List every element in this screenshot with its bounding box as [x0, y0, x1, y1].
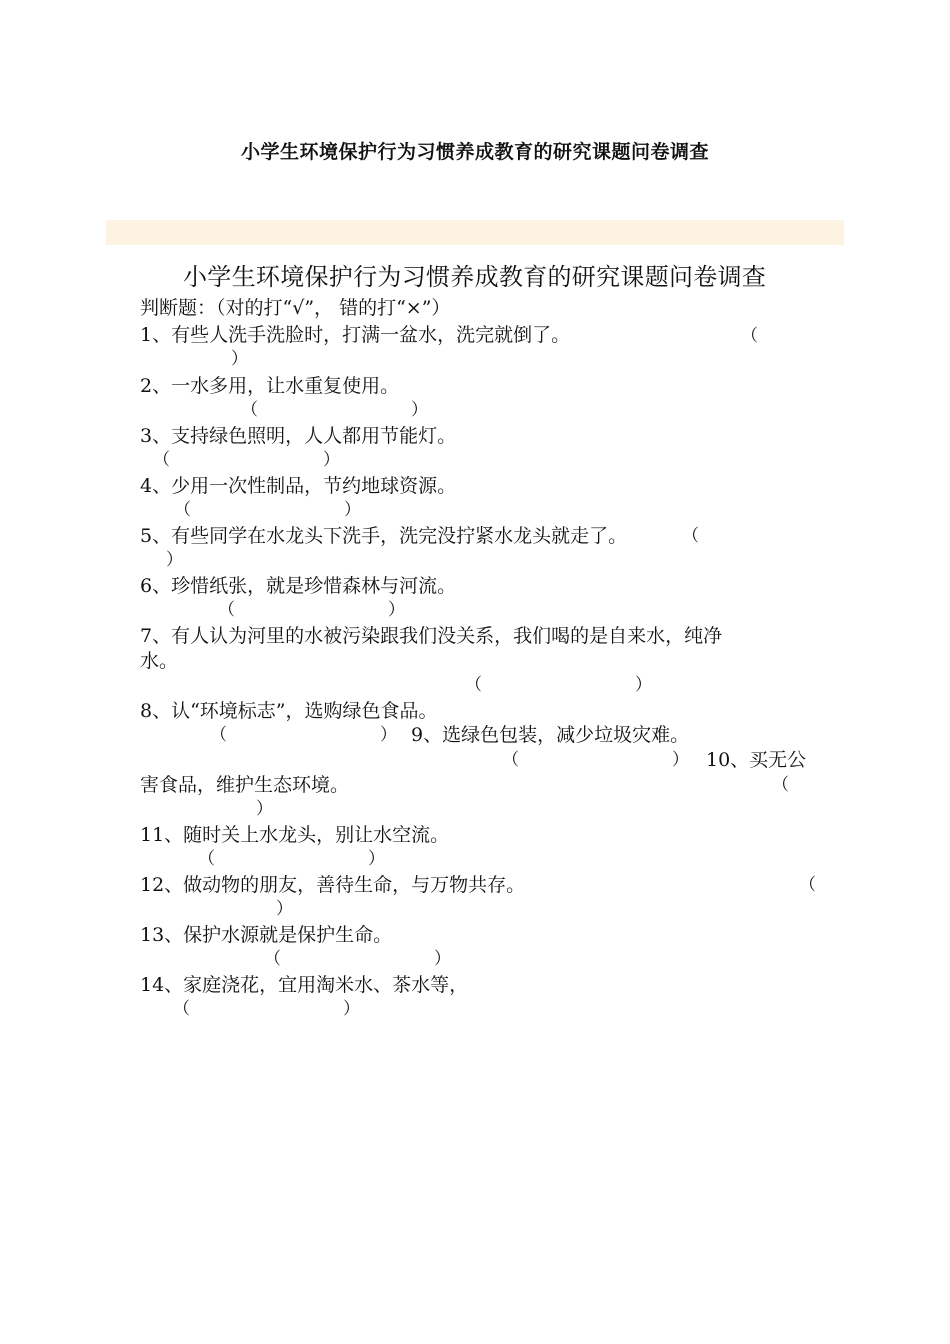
question-2: 2、一水多用，让水重复使用。 — [140, 375, 400, 397]
answer-close-paren: ） — [256, 799, 273, 819]
answer-open-paren: （ — [173, 999, 190, 1019]
question-12: 12、做动物的朋友，善待生命，与万物共存。 — [140, 874, 526, 896]
answer-close-paren: ） — [388, 600, 405, 620]
question-14: 14、家庭浇花，宜用淘米水、茶水等， — [140, 974, 469, 996]
answer-open-paren: （ — [799, 875, 816, 895]
highlight-band — [106, 220, 844, 245]
answer-open-paren: （ — [241, 400, 258, 420]
answer-close-paren: ） — [343, 999, 360, 1019]
answer-close-paren: ） — [672, 750, 689, 770]
question-6: 6、珍惜纸张，就是珍惜森林与河流。 — [140, 575, 457, 597]
question-8: 8、认“环境标志”，选购绿色食品。 — [140, 700, 438, 722]
answer-close-paren: ） — [411, 400, 428, 420]
question-4: 4、少用一次性制品，节约地球资源。 — [140, 475, 457, 497]
answer-open-paren: （ — [153, 450, 170, 470]
answer-open-paren: （ — [465, 675, 482, 695]
question-5: 5、有些同学在水龙头下洗手，洗完没拧紧水龙头就走了。 — [140, 525, 628, 547]
question-13: 13、保护水源就是保护生命。 — [140, 924, 393, 946]
question-1: 1、有些人洗手洗脸时，打满一盆水，洗完就倒了。 — [140, 324, 571, 346]
instructions: 判断题：（对的打“√”， 错的打“×”） — [140, 297, 451, 319]
page-title: 小学生环境保护行为习惯养成教育的研究课题问卷调查 — [240, 141, 709, 163]
answer-close-paren: ） — [344, 500, 361, 520]
question-10-cont: 害食品，维护生态环境。 — [140, 774, 350, 796]
answer-open-paren: （ — [198, 849, 215, 869]
answer-open-paren: （ — [741, 326, 758, 346]
answer-open-paren: （ — [218, 600, 235, 620]
answer-open-paren: （ — [682, 526, 699, 546]
question-7-cont: 水。 — [140, 650, 179, 672]
answer-close-paren: ） — [231, 349, 248, 369]
question-7: 7、有人认为河里的水被污染跟我们没关系，我们喝的是自来水，纯净 — [140, 625, 723, 647]
answer-open-paren: （ — [174, 500, 191, 520]
answer-close-paren: ） — [434, 949, 451, 969]
answer-close-paren: ） — [380, 725, 397, 745]
answer-close-paren: ） — [166, 550, 183, 570]
answer-close-paren: ） — [323, 450, 340, 470]
answer-close-paren: ） — [368, 849, 385, 869]
answer-close-paren: ） — [635, 675, 652, 695]
question-9: 9、选绿色包装，减少垃圾灾难。 — [411, 724, 690, 746]
answer-open-paren: （ — [772, 775, 789, 795]
answer-open-paren: （ — [264, 949, 281, 969]
answer-close-paren: ） — [276, 899, 293, 919]
question-11: 11、随时关上水龙头，别让水空流。 — [140, 824, 450, 846]
question-3: 3、支持绿色照明，人人都用节能灯。 — [140, 425, 457, 447]
answer-open-paren: （ — [502, 750, 519, 770]
document-title: 小学生环境保护行为习惯养成教育的研究课题问卷调查 — [183, 263, 767, 291]
answer-open-paren: （ — [210, 725, 227, 745]
question-10: 10、买无公 — [706, 749, 807, 771]
